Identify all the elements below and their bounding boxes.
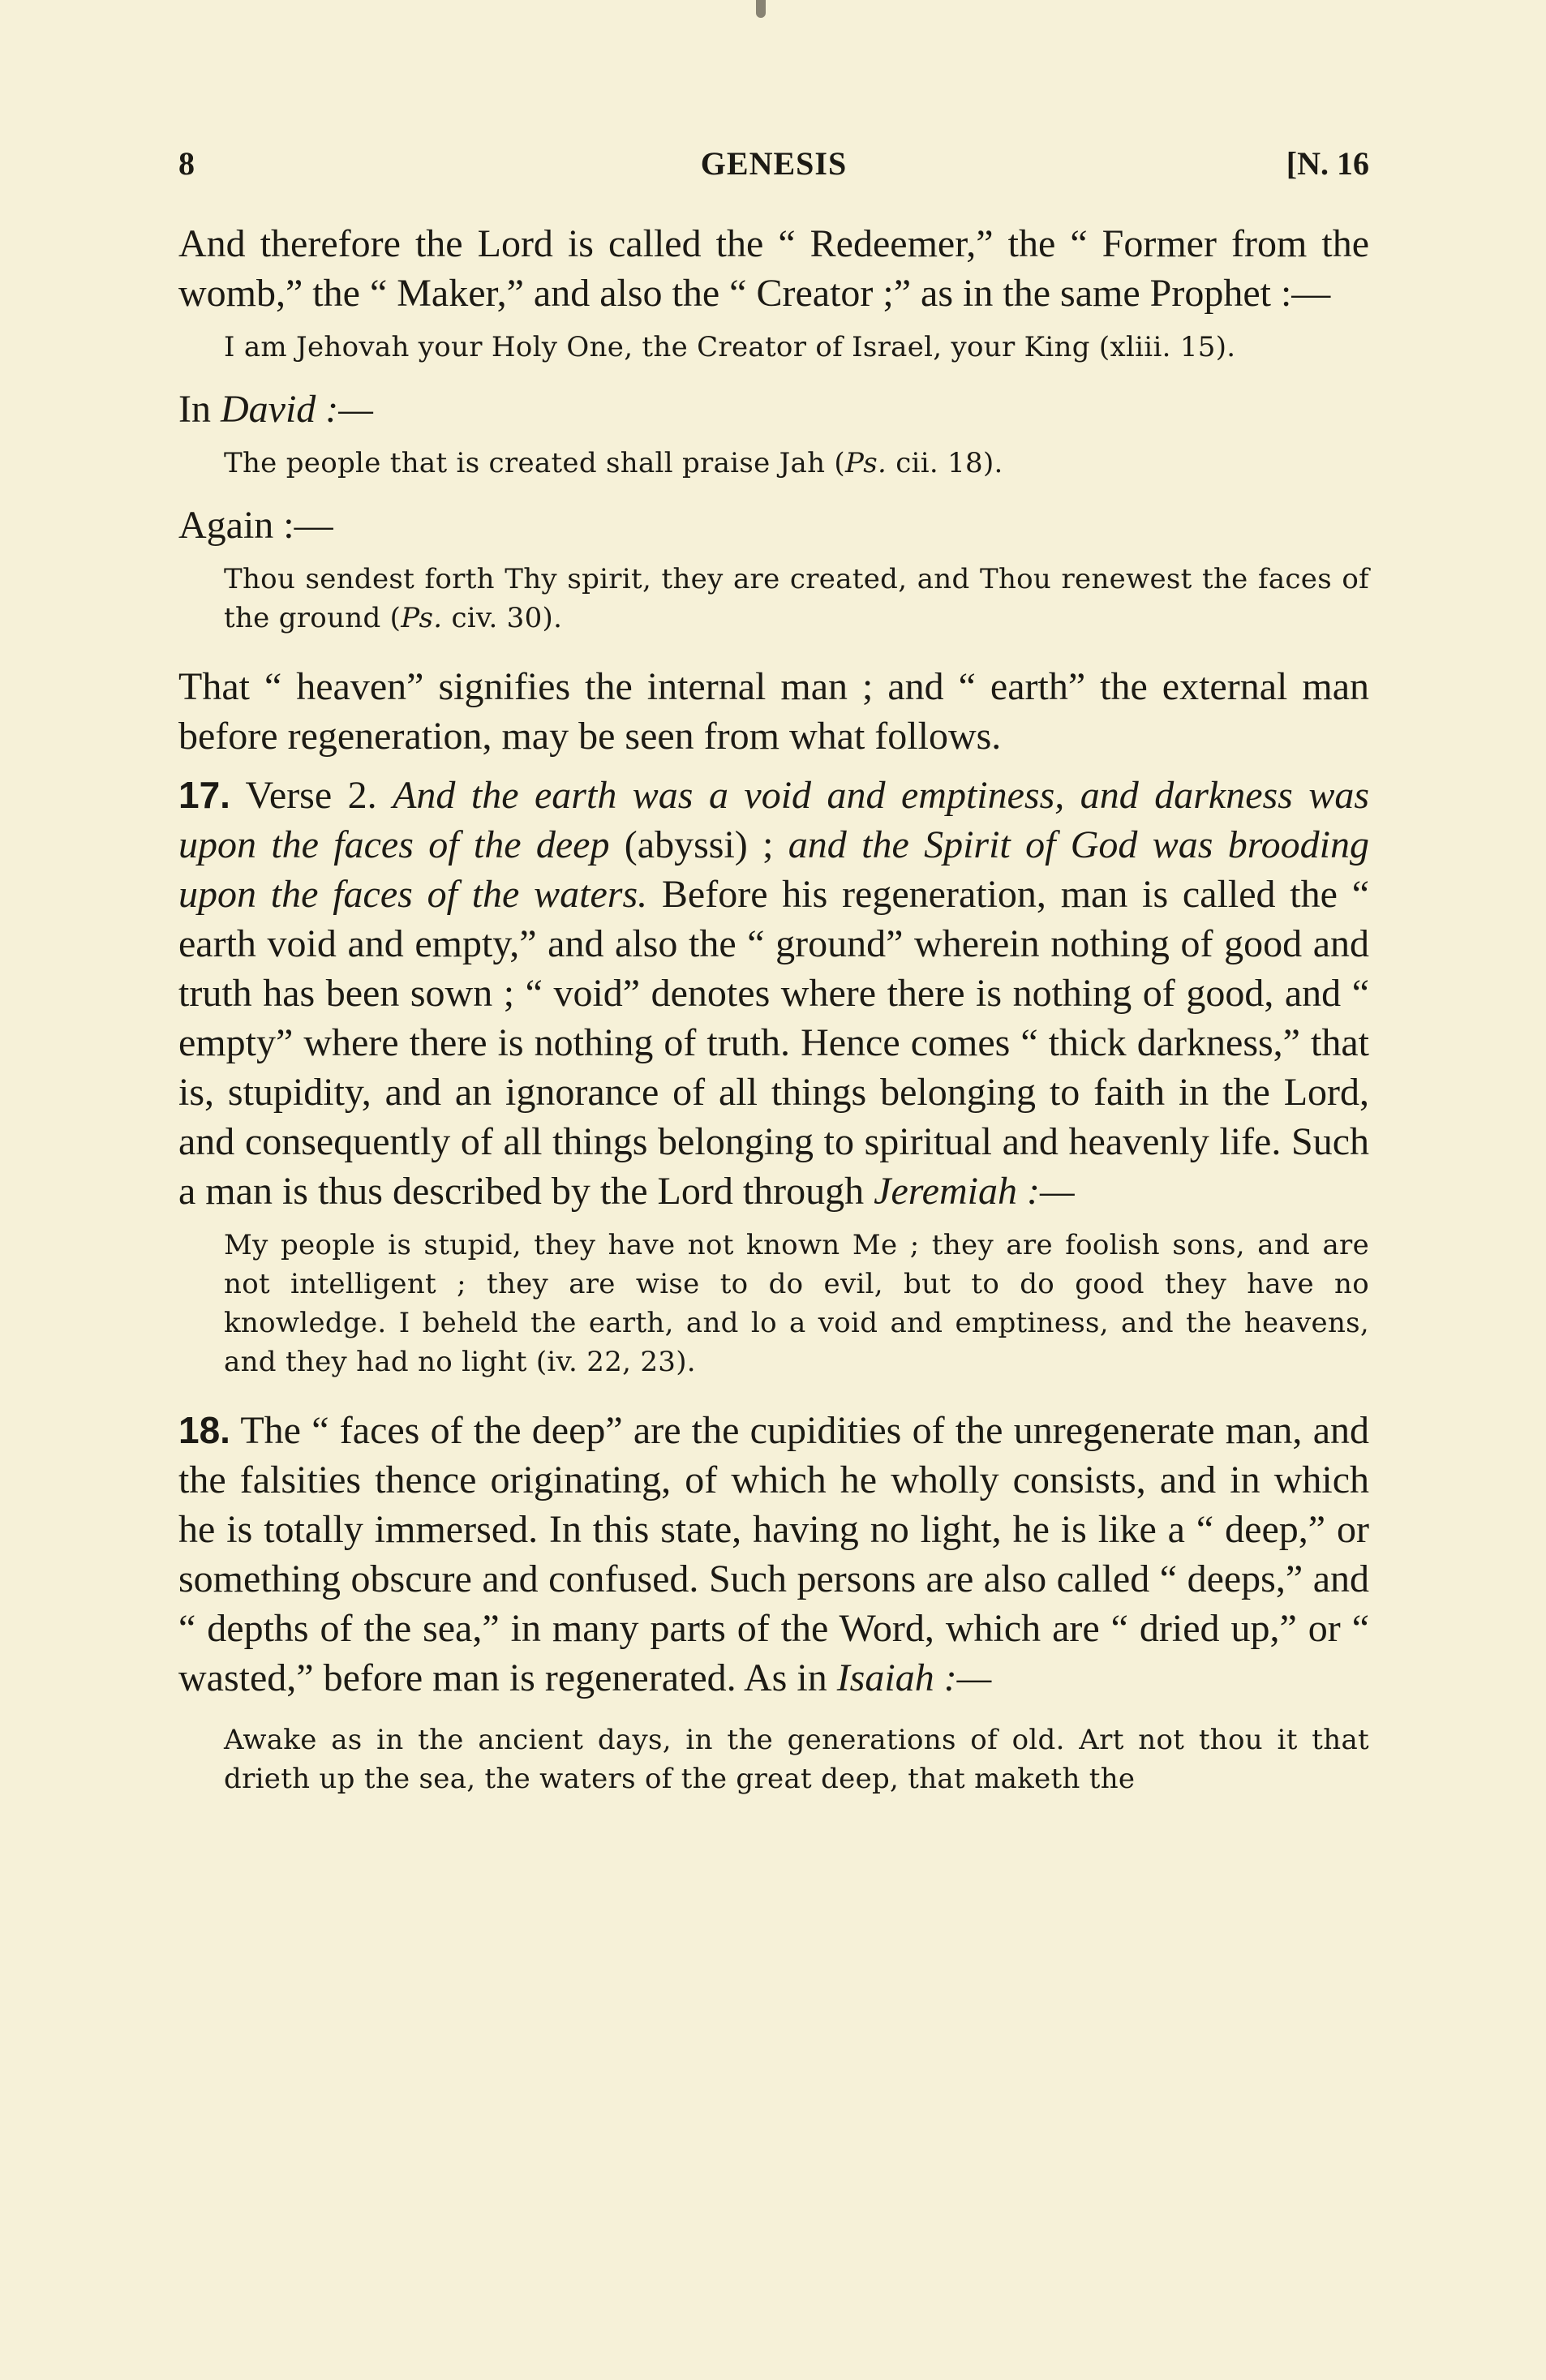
paragraph-18 bbox=[178, 1406, 1369, 1703]
paragraph-in-david bbox=[178, 384, 1369, 434]
running-head bbox=[178, 138, 1369, 195]
quote-psalm-civ-ref: civ. 30). bbox=[442, 602, 563, 634]
verse-text-b: and the Spirit of God was brooding upon the faces of the waters. bbox=[178, 823, 1369, 916]
quote-psalm-cii bbox=[178, 444, 1369, 483]
running-title: GENESIS bbox=[700, 145, 848, 182]
page-number: 8 bbox=[178, 145, 195, 182]
quote-psalm-cii-text: The people that is created shall praise Jah ( bbox=[224, 447, 845, 479]
quote-psalm-civ-book: Ps. bbox=[401, 602, 443, 634]
in-david-lead: In bbox=[178, 388, 221, 431]
quote-isaiah-xliii: I am Jehovah your Holy One, the Creator of Israel, your King (xliii. 15). bbox=[224, 331, 1236, 363]
book-page bbox=[178, 138, 1369, 1798]
verse-label: Verse 2. bbox=[230, 774, 393, 817]
paragraph-redeemer: And therefore the Lord is called the “ Redeemer,” the “ Former from the womb,” the “ Maker,” and also the “ Creator ;” as in the same Prophet :— bbox=[178, 222, 1369, 315]
paragraph-17 bbox=[178, 771, 1369, 1216]
isaiah-ref: Isaiah :— bbox=[836, 1656, 992, 1699]
quote-psalm-civ bbox=[178, 560, 1369, 638]
abyssi-note: (abyssi) ; bbox=[609, 823, 788, 866]
quote-isaiah-li: Awake as in the ancient days, in the generations of old. Art not thou it that drieth up the sea, the waters of the great deep, that maketh the bbox=[224, 1724, 1369, 1795]
quote-jeremiah-iv: My people is stupid, they have not known Me ; they are foolish sons, and are not intelligent ; they are wise to do evil, but to do good they have no knowledge. I beheld the earth, and lo a void and emptiness, and the heavens, and they had no light (iv. 22, 23). bbox=[224, 1229, 1369, 1378]
paragraph-17-body: Before his regeneration, man is called the “ earth void and empty,” and also the “ ground” wherein nothing of good and truth has been sown ; “ void” denotes where there is nothing of good, and “ empty” where there is nothing of truth. Hence comes “ thick darkness,” that is, stupidity, and an ignorance of all things belonging to faith in the Lord, and consequently of all things belonging to spiritual and heavenly life. Such a man is thus described by the Lord through bbox=[178, 873, 1369, 1213]
paragraph-heaven-earth: That “ heaven” signifies the internal man ; and “ earth” the external man before regeneration, may be seen from what follows. bbox=[178, 665, 1369, 758]
quote-psalm-cii-book: Ps. bbox=[844, 447, 887, 479]
jeremiah-ref: Jeremiah :— bbox=[874, 1170, 1075, 1213]
print-smudge bbox=[756, 0, 766, 18]
quote-psalm-cii-ref: cii. 18). bbox=[887, 447, 1003, 479]
quote-psalm-civ-text: Thou sendest forth Thy spirit, they are created, and Thou renewest the faces of the ground ( bbox=[224, 563, 1369, 634]
paragraph-18-body: The “ faces of the deep” are the cupidities of the unregenerate man, and the falsities thence originating, of which he wholly consists, and in which he is totally immersed. In this state, having no light, he is like a “ deep,” or something obscure and confused. Such persons are also called “ deeps,” and “ depths of the sea,” in many parts of the Word, which are “ dried up,” or “ wasted,” before man is regenerated. As in bbox=[178, 1409, 1369, 1699]
paragraph-number-17: 17. bbox=[178, 774, 230, 816]
in-david-italic: David :— bbox=[220, 388, 373, 431]
paragraph-number-18: 18. bbox=[178, 1409, 230, 1451]
verse-text-a: And the earth was a void and emptiness, and darkness was upon the faces of the deep bbox=[178, 774, 1370, 866]
paragraph-again: Again :— bbox=[178, 504, 333, 547]
section-reference: [N. 16 bbox=[1286, 145, 1369, 182]
